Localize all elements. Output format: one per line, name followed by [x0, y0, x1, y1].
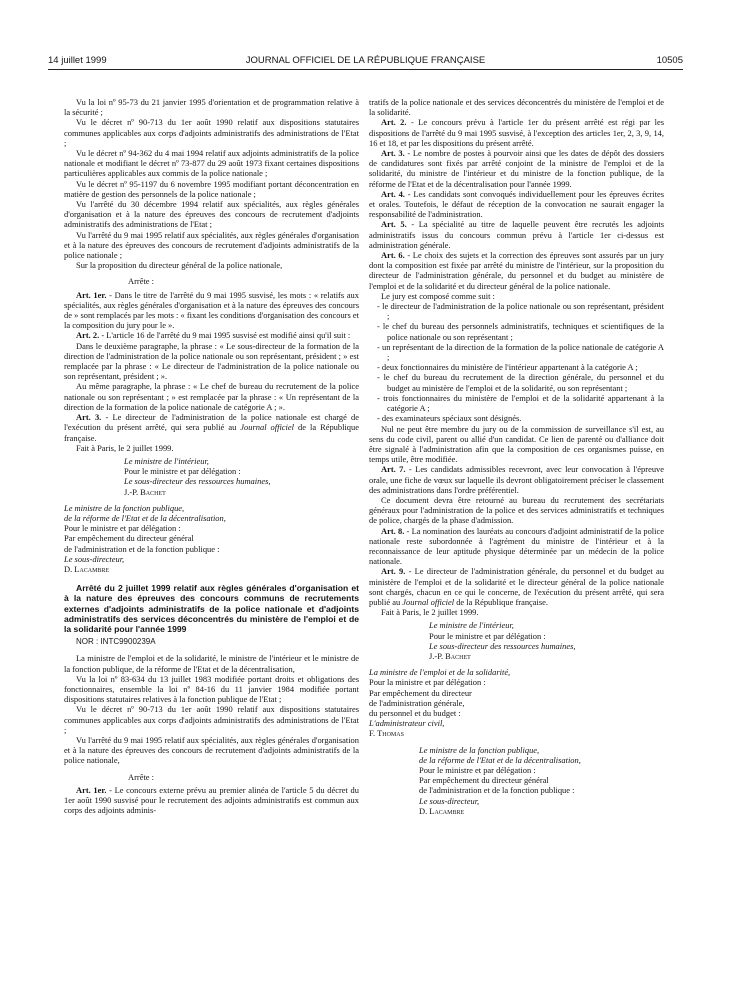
signature-block: Le ministre de la fonction publique, de la réforme de l'Etat et de la décentralisation, Pour le ministre et par délégation : Par empêchement du directeur général de l'administration et de la fonction publique : Le sous-directeur, D. Lacambre — [419, 744, 581, 816]
visa: La ministre de l'emploi et de la solidarité, le ministre de l'intérieur et le ministre de la fonction publique, de la réforme de l'Etat et de la décentralisation, — [64, 653, 359, 674]
header-journal-title: JOURNAL OFFICIEL DE LA RÉPUBLIQUE FRANÇAISE — [245, 55, 486, 66]
article-2: Art. 2. - Le concours prévu à l'article 1er du présent arrêté est régi par les dispositions de l'arrêté du 9 mai 1995 susvisé, à l'exception des articles 1er, 2, 3, 9, 14, 16 et 18, et par les dispositions du présent arrêté. — [369, 117, 664, 148]
visa: Vu l'arrêté du 30 décembre 1994 relatif aux spécialités, aux règles générales d'organisation et à la nature des épreuves des concours de recrutement d'adjoints administratifs des administrations de l'Etat ; — [64, 199, 359, 230]
visa: Vu le décret nº 90-713 du 1er août 1990 relatif aux dispositions statutaires communes applicables aux corps d'adjoints administratifs des administrations de l'Etat ; — [64, 117, 359, 148]
article-2: Art. 2. - L'article 16 de l'arrêté du 9 mai 1995 susvisé est modifié ainsi qu'il suit : — [76, 330, 351, 341]
article-8: Art. 8. - La nomination des lauréats au concours d'adjoint administratif de la police nationale reste subordonnée à l'agrément du ministre de l'intérieur et à la reconnaissance de leur aptitude physique déterminée par un médecin de la police nationale. — [369, 525, 664, 567]
right-column — [369, 97, 664, 816]
article-label: Art. 8. — [381, 525, 405, 536]
article-5: Art. 5. - La spécialité au titre de laquelle peuvent être recrutés les adjoints administratifs issus du concours commun prévu à l'article 1er ci-dessus est administration générale. — [369, 219, 664, 250]
nor-reference: NOR : INTC9900239A — [76, 637, 156, 647]
left-column — [64, 97, 359, 815]
article-1: Art. 1er. - Dans le titre de l'arrêté du 9 mai 1995 susvisé, les mots : « relatifs aux spécialités, aux règles générales d'organisation et à la nature des épreuves des concours de » sont remplacés par les mots : « fixant les conditions d'organisation des concours et la composition du jury pour le ». — [64, 289, 359, 331]
article-9: Art. 9. - Le directeur de l'administration générale, du personnel et du budget au ministère de l'emploi et de la solidarité et le directeur général de la police nationale sont chargés, chacun en ce qui le concerne, de l'exécution du présent arrêté, qui sera publié au Journal officiel de la République française. — [369, 566, 664, 607]
list-item: - deux fonctionnaires du ministère de l'intérieur appartenant à la catégorie A ; — [377, 362, 638, 373]
article-label: Art. 1er. — [76, 289, 107, 300]
article-label: Art. 9. — [381, 566, 406, 577]
arrete-title: Arrêté du 2 juillet 1999 relatif aux règles générales d'organisation et à la nature des épreuves des concours communs de recrutements externes d'adjoints administratifs de la police nationale et d'adjoints administratifs des services déconcentrés du ministère de l'emploi et de la solidarité pour l'année 1999 — [64, 583, 359, 634]
paragraph: Nul ne peut être membre du jury ou de la commission de surveillance s'il est, au sens du code civil, parent ou allié d'un candidat. Ce lien de parenté ou d'alliance doit être signalé à l'administration afin que la composition de ces organismes puisse, en temps utile, être modifiée. — [369, 423, 664, 465]
list-item: - des examinateurs spéciaux sont désignés. — [377, 413, 522, 424]
article-label: Art. 3. — [381, 148, 405, 159]
list-item: - trois fonctionnaires du ministère de l'emploi et de la solidarité appartenant à la catégorie A ; — [377, 392, 664, 414]
signature-block: Le ministre de l'intérieur, Pour le ministre et par délégation : Le sous-directeur des ressources humaines, J.-P. Bachet — [124, 455, 271, 497]
article-3: Art. 3. - Le nombre de postes à pourvoir ainsi que les dates de dépôt des dossiers de candidatures sont fixés par arrêté conjoint de la ministre de l'emploi et de la solidarité, du ministre de l'intérieur et du ministre de la fonction publique, de la réforme de l'Etat et de la décentralisation pour l'année 1999. — [369, 148, 664, 189]
article-3: Art. 3. - Le directeur de l'administration de la police nationale est chargé de l'exécution du présent arrêté, qui sera publié au Journal officiel de la République française. — [64, 412, 359, 443]
visa: Vu l'arrêté du 9 mai 1995 relatif aux spécialités, aux règles générales d'organisation et à la nature des épreuves des concours de recrutement d'adjoints administratifs de la police nationale ; — [64, 229, 359, 261]
article-7: Art. 7. - Les candidats admissibles recevront, avec leur convocation à l'épreuve orale, une fiche de vœux sur laquelle ils devront obligatoirement préciser le classement des administrations dans l'ordre préférentiel. — [369, 464, 665, 495]
header-date: 14 juillet 1999 — [48, 55, 107, 66]
paragraph: tratifs de la police nationale et des services déconcentrés du ministère de l'emploi et de la solidarité. — [369, 97, 664, 118]
visa: Vu la loi nº 95-73 du 21 janvier 1995 d'orientation et de programmation relative à la sécurité ; — [64, 97, 359, 118]
signature-block: La ministre de l'emploi et de la solidarité, Pour la ministre et par délégation : Par empêchement du directeur de l'administration générale, du personnel et du budget : L'administrateur civil, F. Thomas — [369, 667, 511, 739]
paragraph: Au même paragraphe, la phrase : « Le chef de bureau du recrutement de la police nationale ou son représentant ; » est remplacée par la phrase : « Un représentant de la direction de la formation de la police nationale de catégorie A ; ». — [64, 381, 359, 412]
article-label: Art. 7. — [381, 464, 406, 475]
list-item: - un représentant de la direction de la formation de la police nationale de catégorie A ; — [377, 341, 664, 363]
article-6: Art. 6. - Le choix des sujets et la correction des épreuves sont assurés par un jury dont la composition est fixée par arrêté du ministre de l'intérieur, sur la proposition du directeur de l'administration générale, du personnel et du budget au ministère de l'emploi et de la solidarité et du directeur général de la police nationale. — [369, 250, 664, 291]
list-item: - le chef du bureau du recrutement de la direction générale, du personnel et du budget au ministère de l'emploi et de la solidarité, ou son représentant ; — [377, 372, 664, 393]
list-item: - le chef du bureau des personnels administratifs, techniques et scientifiques de la police nationale ou son représentant ; — [377, 321, 664, 342]
article-label: Art. 5. — [381, 219, 407, 230]
arrete-heading: Arrête : — [128, 276, 155, 287]
visa: Vu l'arrêté du 9 mai 1995 relatif aux spécialités, aux règles générales d'organisation et à la nature des épreuves des concours de recrutement d'adjoints administratifs de la police nationale, — [64, 734, 359, 766]
article-label: Art. 6. — [381, 250, 405, 261]
paragraph: Dans le deuxième paragraphe, la phrase : « Le sous-directeur de la formation de la direction de l'administration de la police nationale ou son représentant, président ; » est remplacée par la phrase : « Le directeur de l'administration de la police nationale ou son représentant, président ; ». — [64, 340, 359, 382]
visa: Vu la loi nº 83-634 du 13 juillet 1983 modifiée portant droits et obligations des fonctionnaires, ensemble la loi nº 84-16 du 11 janvier 1984 modifiée portant dispositions statutaires relatives à la fonction publique de l'Etat ; — [64, 673, 359, 705]
article-label: Art. 4. — [381, 188, 405, 199]
fait-a-paris: Fait à Paris, le 2 juillet 1999. — [76, 442, 174, 453]
arrete-heading: Arrête : — [128, 771, 155, 782]
list-item: - le directeur de l'administration de la police nationale ou son représentant, président ; — [377, 301, 664, 322]
visa: Vu le décret nº 94-362 du 4 mai 1994 relatif aux adjoints administratifs de la police nationale et modifiant le décret nº 73-877 du 29 août 1973 fixant certaines dispositions particulières applicables aux commis de la police nationale ; — [64, 148, 359, 179]
article-label: Art. 1er. — [76, 784, 107, 795]
article-label: Art. 2. — [381, 117, 407, 128]
article-label: Art. 2. — [76, 330, 100, 341]
fait-a-paris: Fait à Paris, le 2 juillet 1999. — [381, 607, 479, 618]
article-label: Art. 3. — [76, 412, 102, 423]
header-rule — [48, 69, 683, 70]
signature-block: Le ministre de la fonction publique, de la réforme de l'Etat et de la décentralisation, Pour le ministre et par délégation : Par empêchement du directeur général de l'administration et de la fonction publique : Le sous-directeur, D. Lacambre — [64, 502, 226, 574]
article-1: Art. 1er. - Le concours externe prévu au premier alinéa de l'article 5 du décret du 1er août 1990 susvisé pour le recrutement des adjoints administratifs est commun aux corps des adjoints adminis- — [64, 784, 359, 816]
header-page-number: 10505 — [656, 55, 683, 66]
visa: Vu le décret nº 90-713 du 1er août 1990 relatif aux dispositions statutaires communes applicables aux corps d'adjoints administratifs des administrations de l'Etat ; — [64, 704, 359, 735]
page-header — [48, 55, 683, 70]
article-4: Art. 4. - Les candidats sont convoqués individuellement pour les épreuves écrites et orales. Toutefois, le défaut de réception de la convocation ne saurait engager la responsabilité de l'administration. — [369, 188, 664, 220]
visa: Vu le décret nº 95-1197 du 6 novembre 1995 modifiant portant déconcentration en matière de gestion des personnels de la police nationale ; — [64, 178, 359, 199]
paragraph: Le jury est composé comme suit : — [381, 290, 495, 301]
signature-block: Le ministre de l'intérieur, Pour le ministre et par délégation : Le sous-directeur des ressources humaines, J.-P. Bachet — [429, 620, 576, 661]
visa: Sur la proposition du directeur général de la police nationale, — [76, 260, 283, 271]
paragraph: Ce document devra être retourné au bureau du recrutement des secrétariats généraux pour l'administration de la police et des services administratifs et techniques de police, chargés de la phase d'admission. — [369, 494, 664, 526]
